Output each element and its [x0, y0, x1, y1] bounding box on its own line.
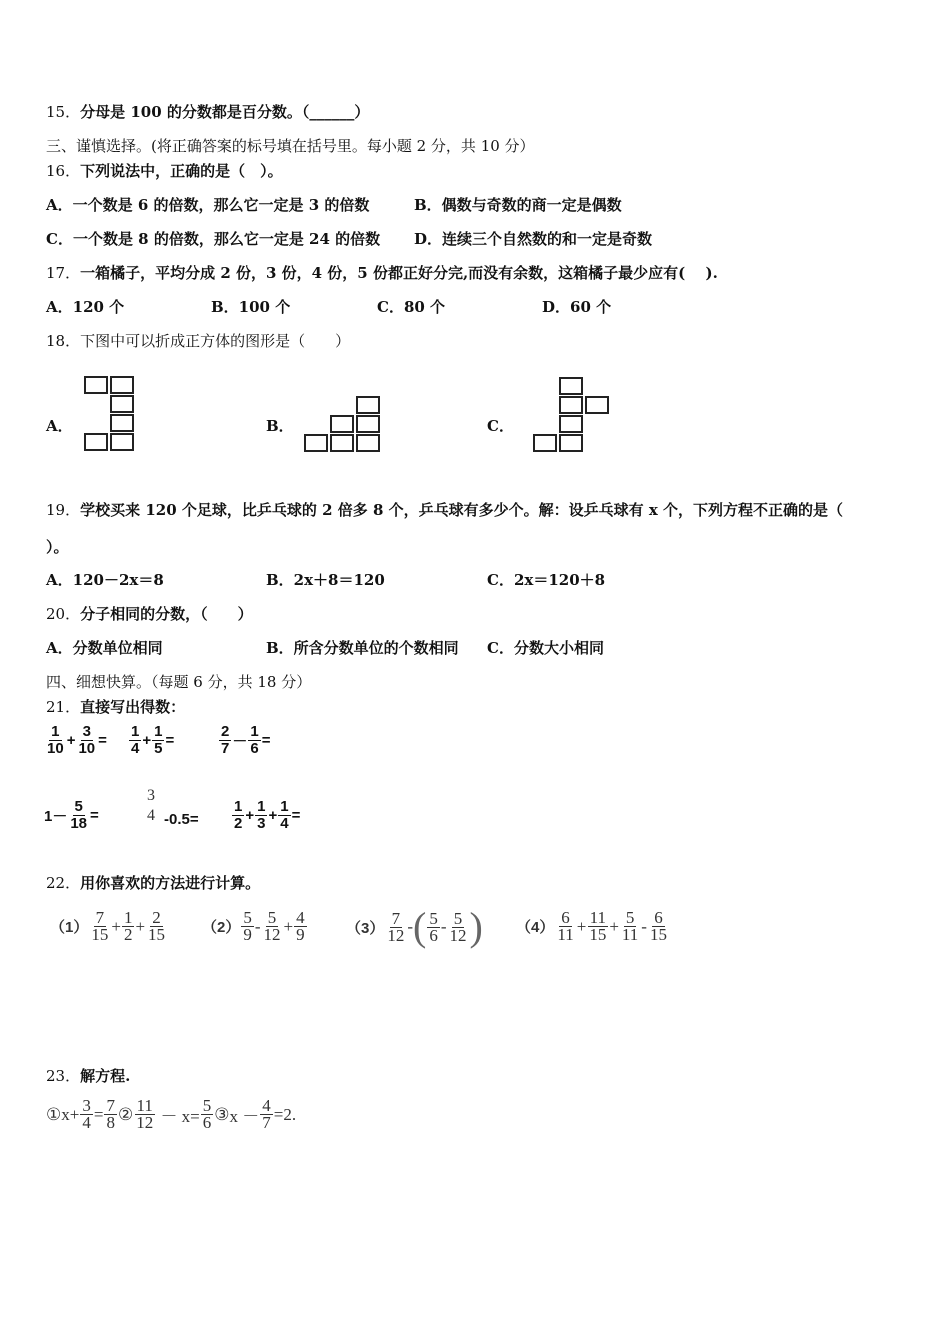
q16-option-a[interactable]: A．一个数是 6 的倍数，那么它一定是 3 的倍数 — [46, 196, 370, 214]
question-20 — [46, 604, 253, 624]
q18-option-b-label[interactable]: B． — [266, 417, 294, 435]
q22-expression-2: （2） $\frac{5}{9}$ - $\frac{5}{12}$ + $\frac{4}{9}$ — [202, 908, 305, 944]
q17-option-a[interactable]: A．120 个 — [46, 298, 125, 316]
net-square — [110, 376, 134, 394]
q16-option-c[interactable]: C．一个数是 8 的倍数，那么它一定是 24 的倍数 — [46, 230, 381, 248]
question-number: 16． — [46, 162, 81, 180]
question-23 — [46, 1066, 130, 1086]
question-number: 19． — [46, 501, 81, 519]
q21-expression-2: $\frac{1}{4}$ + $\frac{1}{5}$ = — [131, 723, 175, 757]
q17-option-c[interactable]: C．80 个 — [377, 298, 446, 316]
q16-option-d[interactable]: D．连续三个自然数的和一定是奇数 — [414, 230, 653, 248]
q19-option-a[interactable]: A．120－2x＝8 — [46, 571, 164, 589]
net-square — [356, 415, 380, 433]
question-text: 用你喜欢的方法进行计算。 — [80, 874, 261, 892]
section-4-heading: 四、细想快算。（每题 6 分，共 18 分） — [46, 673, 312, 691]
q17-option-d[interactable]: D．60 个 — [542, 298, 612, 316]
net-square — [330, 434, 354, 452]
question-19 — [46, 500, 843, 520]
question-text: 下图中可以折成正方体的图形是（ ） — [80, 332, 351, 350]
q20-option-c[interactable]: C．分数大小相同 — [487, 639, 604, 657]
question-number: 21． — [46, 698, 81, 716]
net-square — [304, 434, 328, 452]
q22-expression-1: （1） $\frac{7}{15}$ + $\frac{1}{2}$ + $\frac{2}{15}$ — [50, 908, 166, 944]
question-text: 一箱橘子，平均分成 2 份，3 份，4 份，5 份都正好分完,而没有余数，这箱橘子最少应有( ). — [80, 264, 718, 282]
q20-option-b[interactable]: B．所含分数单位的个数相同 — [266, 639, 459, 657]
item-label: （1） — [50, 919, 89, 936]
question-16 — [46, 161, 283, 181]
q22-expression-3: （3） $\frac{7}{12}$ - ( $\frac{5}{6}$ - $\frac{5}{12}$ ) — [346, 904, 483, 949]
question-17 — [46, 263, 718, 283]
q17-option-b[interactable]: B．100 个 — [211, 298, 291, 316]
question-text: 解方程. — [80, 1067, 131, 1085]
net-square — [356, 434, 380, 452]
q18-option-a-label[interactable]: A． — [46, 417, 73, 435]
q23-equations: ① x+ $\frac{3}{4}$ = $\frac{7}{8}$ ② $\frac{11}{12}$ － x= $\frac{5}{6}$ ③ x － $\frac{4}{7}$ =2. — [46, 1096, 297, 1132]
q22-expression-4: （4） $\frac{6}{11}$ + $\frac{11}{15}$ + $\frac{5}{11}$ - $\frac{6}{15}$ — [516, 908, 667, 944]
q21-expression-1: $\frac{1}{10}$ + $\frac{3}{10}$ = — [47, 723, 107, 757]
q19-option-c[interactable]: C．2x＝120＋8 — [487, 571, 606, 589]
question-text: 分母是 100 的分数都是百分数。（______） — [80, 103, 370, 121]
q21-expression-6: $\frac{1}{2}$ + $\frac{1}{3}$ + $\frac{1}{4}$ = — [234, 798, 301, 832]
question-number: 15． — [46, 103, 81, 121]
question-15 — [46, 102, 369, 122]
question-text: 学校买来 120 个足球，比乒乓球的 2 倍多 8 个，乒乓球有多少个。解：设乒乓球有 x 个，下列方程不正确的是（ — [80, 501, 844, 519]
item-label: （2） — [202, 919, 241, 936]
q21-expression-4: 1－ $\frac{5}{18}$ = — [44, 798, 99, 832]
net-square — [330, 415, 354, 433]
question-number: 17． — [46, 264, 81, 282]
question-19-continued: ）。 — [46, 538, 69, 556]
net-square — [84, 376, 108, 394]
question-number: 18． — [46, 332, 81, 350]
item-label: （4） — [516, 919, 555, 936]
net-square — [585, 396, 609, 414]
net-square — [533, 434, 557, 452]
question-text: 下列说法中，正确的是（ ）。 — [80, 162, 283, 180]
net-square — [84, 433, 108, 451]
question-text: 分子相同的分数，（ ） — [80, 605, 253, 623]
q20-option-a[interactable]: A．分数单位相同 — [46, 639, 163, 657]
net-square — [559, 396, 583, 414]
question-number: 22． — [46, 874, 81, 892]
question-number: 23． — [46, 1067, 81, 1085]
question-text: 直接写出得数： — [80, 698, 186, 716]
q21-expression-3: $\frac{2}{7}$ － $\frac{1}{6}$ = — [221, 723, 271, 757]
question-22 — [46, 873, 260, 893]
net-square — [559, 377, 583, 395]
net-square — [110, 433, 134, 451]
net-square — [559, 415, 583, 433]
question-number: 20． — [46, 605, 81, 623]
net-square — [110, 414, 134, 432]
net-square — [559, 434, 583, 452]
question-21 — [46, 697, 185, 717]
question-18 — [46, 331, 350, 351]
item-label: （3） — [346, 919, 385, 937]
q21-expression-5: 3 4 -0.5= — [147, 787, 199, 828]
net-square — [356, 396, 380, 414]
q18-option-c-label[interactable]: C． — [487, 417, 514, 435]
section-3-heading: 三、谨慎选择。(将正确答案的标号填在括号里。每小题 2 分，共 10 分） — [46, 137, 535, 155]
q16-option-b[interactable]: B．偶数与奇数的商一定是偶数 — [414, 196, 622, 214]
q19-option-b[interactable]: B．2x＋8＝120 — [266, 571, 385, 589]
net-square — [110, 395, 134, 413]
